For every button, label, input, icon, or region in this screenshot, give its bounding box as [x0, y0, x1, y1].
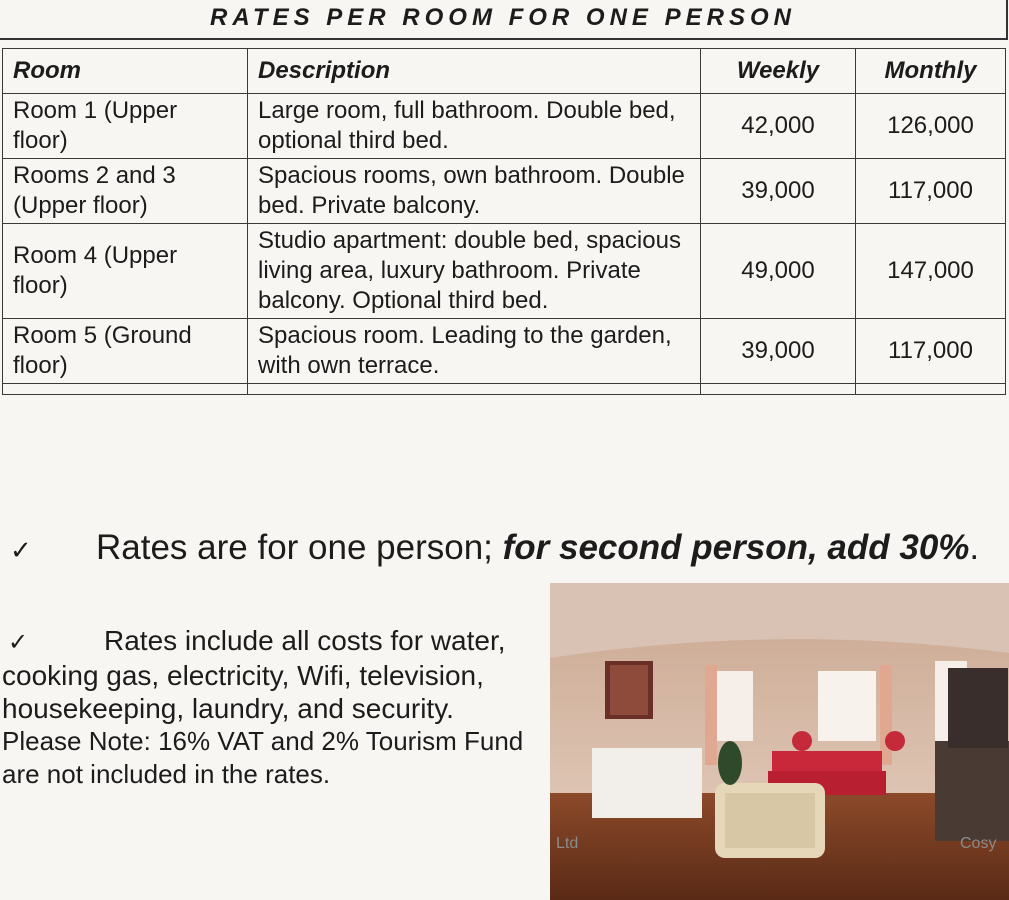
table-row [3, 159, 1006, 224]
living-room-photo [550, 583, 1009, 900]
header-room: Room [3, 49, 248, 94]
page-title: RATES PER ROOM FOR ONE PERSON [0, 0, 1008, 40]
note-normal-text: Rates are for one person; [96, 528, 503, 567]
table-row [3, 224, 1006, 319]
weekly-cell: 42,000 [701, 94, 856, 159]
weekly-cell: 39,000 [701, 159, 856, 224]
room-cell: Room 4 (Upper floor) [3, 224, 248, 319]
watermark-text: Cosy [960, 835, 997, 852]
monthly-cell: 117,000 [856, 159, 1006, 224]
weekly-cell: 39,000 [701, 319, 856, 384]
table-header-row [3, 49, 1006, 94]
checkmark-icon: ✓ [8, 629, 29, 656]
description-cell: Large room, full bathroom. Double bed, optional third bed. [248, 94, 701, 159]
monthly-cell: 117,000 [856, 319, 1006, 384]
description-cell: Studio apartment: double bed, spacious living area, luxury bathroom. Private balcony. Optional third bed. [248, 224, 701, 319]
note-bold-text: for second person, add 30% [502, 528, 970, 567]
table-row [3, 319, 1006, 384]
description-cell: Spacious room. Leading to the garden, with own terrace. [248, 319, 701, 384]
header-monthly: Monthly [856, 49, 1006, 94]
monthly-cell: 147,000 [856, 224, 1006, 319]
room-cell: Room 5 (Ground floor) [3, 319, 248, 384]
watermark-text: Ltd [556, 835, 579, 852]
header-description: Description [248, 49, 701, 94]
header-weekly: Weekly [701, 49, 856, 94]
checkmark-icon: ✓ [10, 535, 32, 565]
inclusions-block [2, 624, 532, 791]
rates-table [2, 48, 1006, 395]
monthly-cell: 126,000 [856, 94, 1006, 159]
room-cell: Rooms 2 and 3 (Upper floor) [3, 159, 248, 224]
table-spacer-row [3, 384, 1006, 395]
room-cell: Room 1 (Upper floor) [3, 94, 248, 159]
table-row [3, 94, 1006, 159]
second-person-note [10, 528, 979, 568]
weekly-cell: 49,000 [701, 224, 856, 319]
description-cell: Spacious rooms, own bathroom. Double bed. Private balcony. [248, 159, 701, 224]
vat-note: Please Note: 16% VAT and 2% Tourism Fund are not included in the rates. [2, 726, 524, 789]
inclusions-text: Rates include all costs for water, cooking gas, electricity, Wifi, television, housekeeping, laundry, and security. [2, 625, 506, 724]
note-end-text: . [969, 528, 980, 567]
